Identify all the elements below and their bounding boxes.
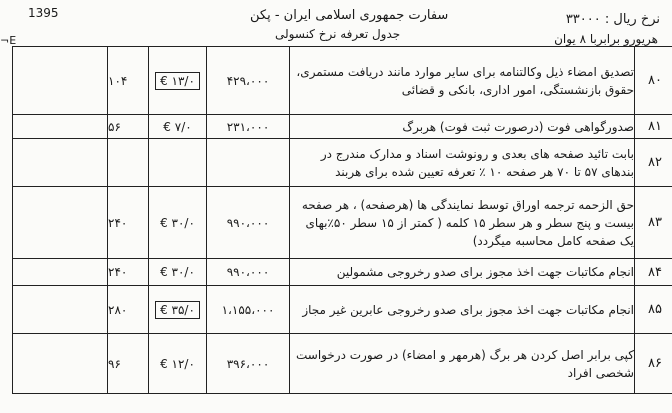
row-description: صدورگواهی فوت (درصورت ثبت فوت) هربرگ — [290, 115, 635, 139]
row-description: انجام مکاتبات جهت اخذ مجوز برای صدو رخروجی مشمولین — [290, 259, 635, 286]
table-row — [13, 187, 672, 259]
euro-amount — [149, 47, 207, 115]
rial-amount: ۴۲۹،۰۰۰ — [207, 47, 290, 115]
rial-rate: نرخ ریال : ۳۳۰۰۰ — [565, 12, 660, 27]
fee-table — [12, 46, 672, 394]
rial-amount: ۹۹۰،۰۰۰ — [207, 259, 290, 286]
extra-amount: ۲۴۰ — [108, 187, 149, 259]
embassy-title: سفارت جمهوری اسلامی ایران - پکن — [250, 8, 449, 23]
empty-cell — [13, 47, 108, 115]
rial-amount: ۱،۱۵۵،۰۰۰ — [207, 286, 290, 334]
extra-amount: ۱۰۴ — [108, 47, 149, 115]
euro-amount: ۳۰/۰ € — [149, 259, 207, 286]
row-number: ۸۲ — [635, 139, 672, 187]
empty-cell — [13, 115, 108, 139]
row-number: ۸۰ — [635, 47, 672, 115]
extra-amount: ۲۸۰ — [108, 286, 149, 334]
table-title: جدول تعرفه نرخ کنسولی — [275, 27, 401, 41]
row-description: تصدیق امضاء ذیل وکالتنامه برای سایر موارد مانند دریافت مستمری، حقوق بازنشستگی، امور اداری، بانکی و قضائی — [290, 47, 635, 115]
table-row — [13, 47, 672, 115]
table-row — [13, 334, 672, 394]
table-row — [13, 259, 672, 286]
empty-cell — [13, 286, 108, 334]
empty-cell — [13, 259, 108, 286]
row-number: ۸۵ — [635, 286, 672, 334]
table-row — [13, 286, 672, 334]
rial-amount — [207, 139, 290, 187]
row-description: بابت تائید صفحه های بعدی و رونوشت اسناد و مدارک مندرج در بندهای ۵۷ تا ۷۰ هر صفحه ۱۰ ٪ تعرفه تعیین شده برای هربند — [290, 139, 635, 187]
rial-amount: ۲۳۱،۰۰۰ — [207, 115, 290, 139]
extra-amount: ۲۴۰ — [108, 259, 149, 286]
rial-amount: ۳۹۶،۰۰۰ — [207, 334, 290, 394]
rial-amount: ۹۹۰،۰۰۰ — [207, 187, 290, 259]
euro-yuan-rate: هریورو برابربا ۸ یوان — [554, 32, 658, 46]
row-number: ۸۳ — [635, 187, 672, 259]
extra-amount — [108, 139, 149, 187]
euro-box: ۱۳/۰ € — [155, 72, 200, 90]
table-row — [13, 115, 672, 139]
row-description: کپی برابر اصل کردن هر برگ (هرمهر و امضاء) در صورت درخواست شخصی افراد — [290, 334, 635, 394]
year-label: 1395 — [28, 6, 59, 20]
corner-mark: ¬E — [0, 34, 17, 47]
row-description: انجام مکاتبات جهت اخذ مجوز برای صدو رخروجی عابرین غیر مجاز — [290, 286, 635, 334]
row-number: ۸۶ — [635, 334, 672, 394]
euro-amount: ۱۲/۰ € — [149, 334, 207, 394]
row-description: حق الزحمه ترجمه اوراق توسط نمایندگی ها (هرصفحه) ، هر صفحه بیست و پنج سطر و هر سطر ۱۵ کلمه ( کمتر از ۱۵ سطر ۵۰٪بهای یک صفحه کامل محاسبه میگردد) — [290, 187, 635, 259]
euro-amount — [149, 286, 207, 334]
empty-cell — [13, 139, 108, 187]
empty-cell — [13, 334, 108, 394]
extra-amount: ۹۶ — [108, 334, 149, 394]
table-row — [13, 139, 672, 187]
euro-box: ۳۵/۰ € — [155, 301, 200, 319]
euro-amount: ۷/۰ € — [149, 115, 207, 139]
row-number: ۸۴ — [635, 259, 672, 286]
row-number: ۸۱ — [635, 115, 672, 139]
empty-cell — [13, 187, 108, 259]
euro-amount: ۳۰/۰ € — [149, 187, 207, 259]
extra-amount: ۵۶ — [108, 115, 149, 139]
euro-amount — [149, 139, 207, 187]
